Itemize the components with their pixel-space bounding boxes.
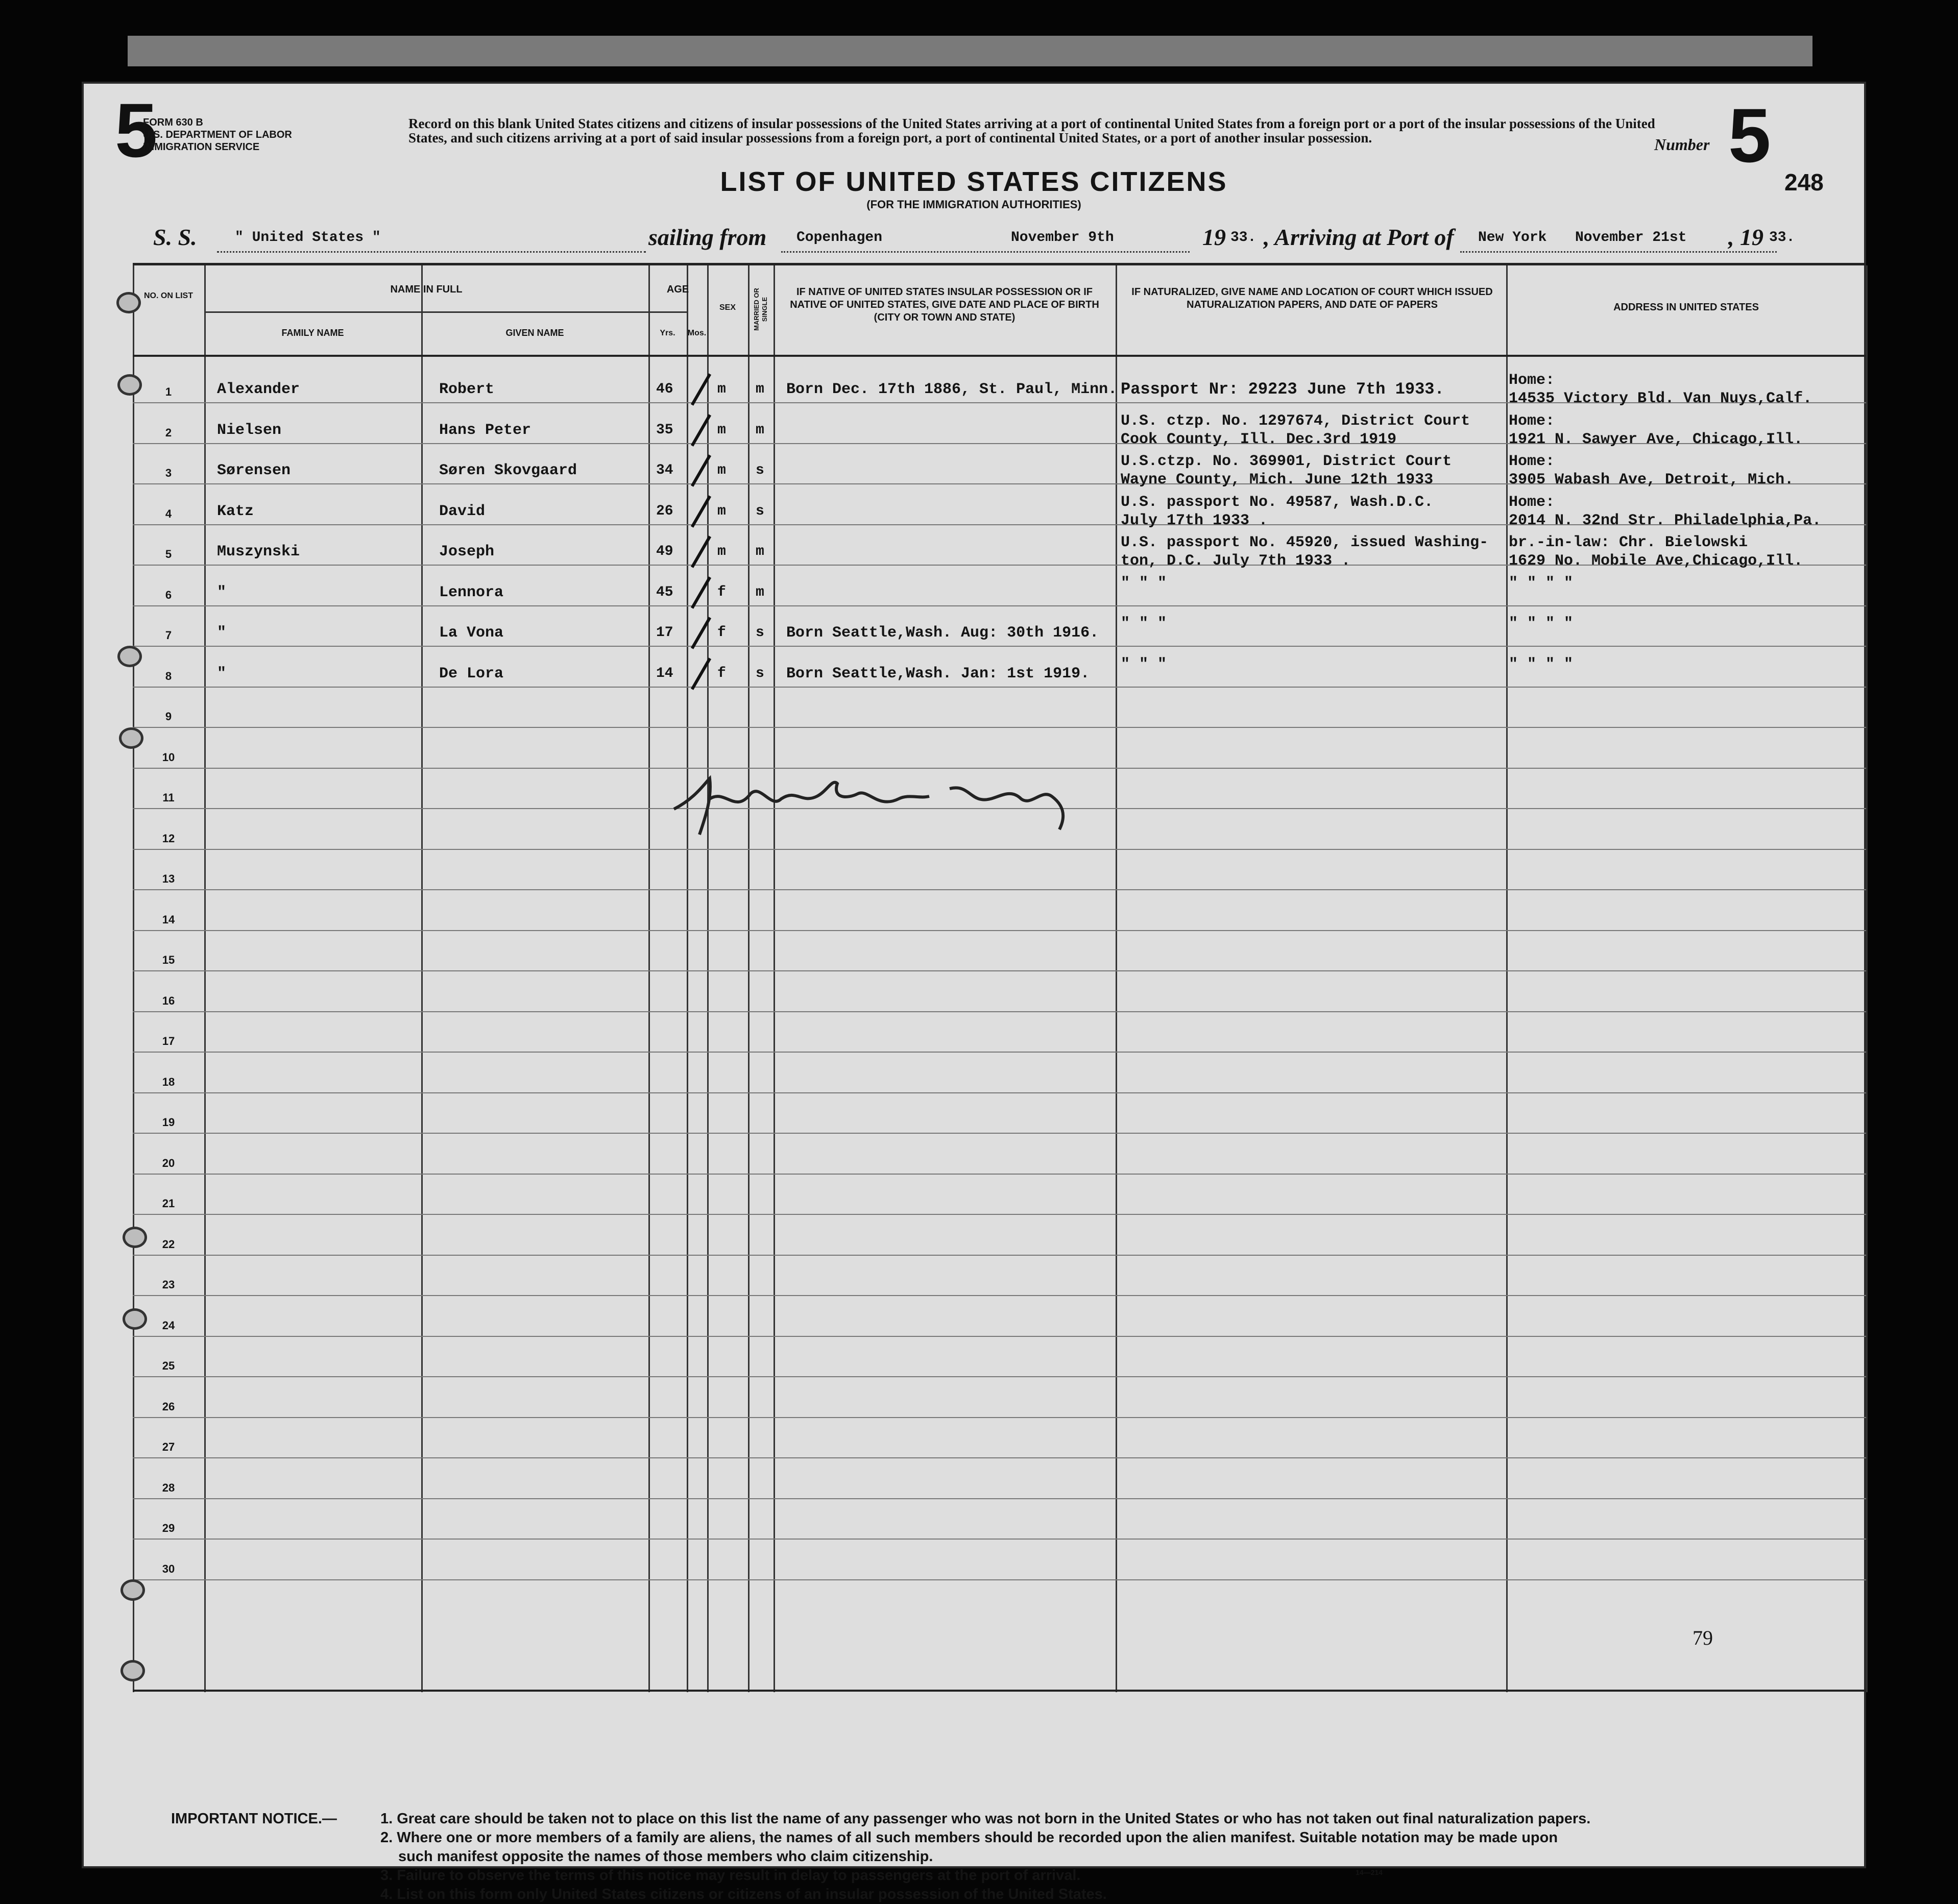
- family-name: Alexander: [217, 381, 300, 398]
- form-number: FORM 630 B: [143, 117, 203, 128]
- age-years: 14: [656, 665, 673, 681]
- sex: f: [717, 625, 726, 641]
- birth-place: Born Seattle,Wash. Jan: 1st 1919.: [786, 665, 1090, 682]
- marital-status: m: [756, 422, 764, 438]
- married-single-header: MARRIED OR SINGLE: [753, 288, 768, 331]
- row-number: 24: [162, 1319, 175, 1332]
- family-name-header: FAMILY NAME: [281, 328, 344, 338]
- address-line-1: Home:: [1509, 493, 1555, 511]
- address-line-1: Home:: [1509, 453, 1555, 470]
- age-years: 17: [656, 625, 673, 641]
- ship-name: " United States ": [235, 230, 381, 246]
- sex: m: [717, 462, 726, 478]
- family-name: Katz: [217, 502, 254, 520]
- row-number: 26: [162, 1400, 175, 1413]
- family-name: ": [217, 583, 227, 601]
- binder-hole-icon: [119, 727, 143, 749]
- to-date: November 21st: [1575, 230, 1687, 246]
- form-code: 14—214: [1356, 1868, 1383, 1876]
- row-number: 8: [165, 669, 172, 682]
- family-name: ": [217, 665, 227, 682]
- naturalization-line-1: U.S.ctzp. No. 369901, District Court: [1121, 453, 1452, 470]
- sex: f: [717, 665, 726, 681]
- page-tab-strip: [128, 36, 1812, 66]
- row-number: 5: [165, 548, 172, 560]
- page-number: 248: [1784, 169, 1824, 196]
- address-line-1: " " " ": [1509, 655, 1574, 673]
- row-rule: [133, 1052, 1866, 1053]
- binder-hole-icon: [116, 292, 141, 313]
- row-rule: [133, 727, 1866, 728]
- row-rule: [133, 1295, 1866, 1296]
- given-name: Joseph: [439, 543, 495, 560]
- row-rule: [133, 1498, 1866, 1499]
- row-number: 18: [162, 1075, 175, 1088]
- signature: [664, 768, 1093, 840]
- age-years: 46: [656, 381, 673, 397]
- naturalization-line-1: " " ": [1121, 655, 1167, 673]
- notice-line-4: 3. Failure to observe the terms of this notice may result in delay to passengers at the port of arrival.: [380, 1867, 1081, 1884]
- passenger-table: [133, 263, 1866, 1692]
- arriving-label: , Arriving at Port of: [1264, 224, 1454, 250]
- family-name: ": [217, 624, 227, 642]
- notice-line-5: 4. List on this form only United States citizens or citizens of an insular possession of the United States.: [380, 1886, 1107, 1902]
- address-line-2: 14535 Victory Bld. Van Nuys,Calf.: [1509, 390, 1812, 407]
- birth-place: Born Dec. 17th 1886, St. Paul, Minn.: [786, 381, 1118, 398]
- page-title: LIST OF UNITED STATES CITIZENS: [720, 166, 1228, 197]
- row-number: 14: [162, 913, 175, 926]
- row-number: 23: [162, 1278, 175, 1291]
- sex: m: [717, 422, 726, 438]
- form-instructions: Record on this blank United States citizens and citizens of insular possessions of the United States arriving at a port of continental United States from a foreign port or a port of the insular possessions of the United States, and such citizens arriving at a port of said insular possessions from a foreign port, a port of continental United States, or a port of another insular possession.: [408, 116, 1655, 145]
- row-rule: [133, 930, 1866, 931]
- from-date: November 9th: [1011, 230, 1114, 246]
- given-name: Robert: [439, 381, 495, 398]
- given-name: Søren Skovgaard: [439, 462, 577, 479]
- row-number: 28: [162, 1481, 175, 1494]
- address-line-2: 3905 Wabash Ave, Detroit, Mich.: [1509, 471, 1794, 489]
- sex: m: [717, 544, 726, 559]
- mos-header: Mos.: [687, 329, 707, 337]
- row-number: 7: [165, 629, 172, 642]
- marital-status: s: [756, 462, 764, 478]
- from-line: [781, 251, 1190, 253]
- row-number: 21: [162, 1197, 175, 1210]
- given-name: De Lora: [439, 665, 504, 682]
- row-number: 3: [165, 467, 172, 479]
- row-number: 17: [162, 1035, 175, 1047]
- name-in-full-header: NAME IN FULL: [390, 284, 463, 295]
- age-years: 45: [656, 584, 673, 600]
- address-line-2: 1629 No. Mobile Ave,Chicago,Ill.: [1509, 552, 1803, 570]
- row-number: 13: [162, 872, 175, 885]
- given-name: David: [439, 502, 486, 520]
- sex: m: [717, 381, 726, 397]
- naturalization-line-1: " " ": [1121, 615, 1167, 632]
- binder-hole-icon: [123, 1227, 147, 1248]
- binder-hole-icon: [117, 374, 142, 396]
- sailing-label: sailing from: [648, 224, 767, 250]
- row-rule: [133, 1255, 1866, 1256]
- sex: m: [717, 503, 726, 519]
- row-number: 19: [162, 1116, 175, 1129]
- birth-header: IF NATIVE OF UNITED STATES INSULAR POSSESSION OR IF NATIVE OF UNITED STATES, GIVE DATE AND PLACE OF BIRTH (CITY OR TOWN AND STATE): [790, 286, 1099, 323]
- to-year-label: , 19: [1728, 224, 1763, 250]
- from-port: Copenhagen: [796, 230, 883, 246]
- row-rule: [133, 1174, 1866, 1175]
- form-identifier: [143, 116, 327, 153]
- row-rule: [133, 1011, 1866, 1012]
- marital-status: m: [756, 584, 764, 600]
- address-line-2: 1921 N. Sawyer Ave, Chicago,Ill.: [1509, 430, 1803, 448]
- sex-header: SEX: [719, 303, 736, 312]
- age-years: 35: [656, 422, 673, 438]
- no-on-list-header: NO. ON LIST: [144, 291, 193, 300]
- notice-heading: IMPORTANT NOTICE.—: [171, 1811, 337, 1827]
- ss-label: S. S.: [153, 224, 197, 250]
- to-line: [1460, 251, 1777, 253]
- naturalization-line-1: U.S. passport No. 49587, Wash.D.C.: [1121, 493, 1434, 511]
- naturalization-line-1: U.S. ctzp. No. 1297674, District Court: [1121, 412, 1470, 430]
- naturalization-line-1: " " ": [1121, 574, 1167, 592]
- binder-hole-icon: [120, 1660, 145, 1681]
- given-name: Lennora: [439, 583, 504, 601]
- naturalization-line-2: July 17th 1933 .: [1121, 511, 1268, 529]
- row-number: 9: [165, 710, 172, 723]
- marital-status: m: [756, 381, 764, 397]
- ship-line: [217, 251, 646, 253]
- year-prefix: 19: [1202, 224, 1226, 250]
- naturalization-line-2: Wayne County, Mich. June 12th 1933: [1121, 471, 1434, 489]
- row-rule: [133, 849, 1866, 850]
- marital-status: s: [756, 503, 764, 519]
- address-line-1: br.-in-law: Chr. Bielowski: [1509, 534, 1748, 551]
- number-label: Number: [1654, 135, 1710, 154]
- row-rule: [133, 1579, 1866, 1580]
- row-rule: [133, 1092, 1866, 1093]
- marital-status: s: [756, 625, 764, 641]
- page-subtitle: (FOR THE IMMIGRATION AUTHORITIES): [866, 198, 1081, 211]
- address-line-1: Home:: [1509, 372, 1555, 389]
- to-year: 33.: [1769, 230, 1795, 246]
- manifest-sheet: [82, 82, 1866, 1902]
- naturalization-line-2: Cook County, Ill. Dec.3rd 1919: [1121, 430, 1397, 448]
- row-number: 1: [165, 385, 172, 398]
- row-number: 6: [165, 588, 172, 601]
- row-rule: [133, 970, 1866, 971]
- binder-hole-icon: [123, 1308, 147, 1330]
- corner-number: 5: [115, 87, 158, 173]
- binder-hole-icon: [120, 1579, 145, 1601]
- birth-place: Born Seattle,Wash. Aug: 30th 1916.: [786, 624, 1099, 642]
- row-number: 29: [162, 1522, 175, 1534]
- department-name: U.S. DEPARTMENT OF LABOR: [143, 129, 292, 140]
- notice-line-1: 1. Great care should be taken not to place on this list the name of any passenger who was not born in the United States or who has not taken out final naturalization papers.: [380, 1811, 1591, 1827]
- age-years: 49: [656, 544, 673, 559]
- row-rule: [133, 1376, 1866, 1377]
- address-header: ADDRESS IN UNITED STATES: [1613, 302, 1759, 313]
- row-rule: [133, 1417, 1866, 1418]
- service-name: IMMIGRATION SERVICE: [143, 141, 260, 153]
- to-port: New York: [1478, 230, 1547, 246]
- marital-status: s: [756, 665, 764, 681]
- given-name: La Vona: [439, 624, 504, 642]
- row-rule: [133, 1336, 1866, 1337]
- row-number: 15: [162, 954, 175, 966]
- age-header: AGE: [666, 284, 689, 295]
- row-rule: [133, 605, 1866, 606]
- row-number: 11: [162, 791, 175, 804]
- row-number: 10: [162, 750, 175, 764]
- row-number: 25: [162, 1359, 175, 1372]
- binder-hole-icon: [117, 646, 142, 667]
- naturalization-header: IF NATURALIZED, GIVE NAME AND LOCATION OF COURT WHICH ISSUED NATURALIZATION PAPERS, AND DATE OF PAPERS: [1131, 286, 1493, 310]
- naturalization-line-1: U.S. passport No. 45920, issued Washing-: [1121, 534, 1489, 551]
- row-number: 2: [165, 426, 172, 439]
- given-name: Hans Peter: [439, 421, 531, 439]
- row-number: 30: [162, 1562, 175, 1575]
- address-line-1: " " " ": [1509, 615, 1574, 632]
- age-years: 34: [656, 462, 673, 478]
- family-name: Nielsen: [217, 421, 282, 439]
- marital-status: m: [756, 544, 764, 559]
- yrs-header: Yrs.: [660, 329, 675, 337]
- row-rule: [133, 687, 1866, 688]
- sex: f: [717, 584, 726, 600]
- stamp-number: 79: [1693, 1626, 1713, 1649]
- naturalization-line-1: Passport Nr: 29223 June 7th 1933.: [1121, 380, 1444, 399]
- row-number: 16: [162, 994, 175, 1007]
- list-number: 5: [1728, 92, 1771, 178]
- row-number: 22: [162, 1237, 175, 1251]
- family-name: Sørensen: [217, 462, 291, 479]
- row-number: 12: [162, 832, 175, 845]
- row-rule: [133, 1214, 1866, 1215]
- row-rule: [133, 1539, 1866, 1540]
- row-rule: [133, 646, 1866, 647]
- row-number: 4: [165, 507, 172, 520]
- row-rule: [133, 889, 1866, 890]
- row-number: 20: [162, 1156, 175, 1169]
- notice-line-3: such manifest opposite the names of those members who claim citizenship.: [398, 1848, 933, 1865]
- row-rule: [133, 1457, 1866, 1458]
- row-number: 27: [162, 1441, 175, 1453]
- given-name-header: GIVEN NAME: [505, 328, 564, 338]
- from-year: 33.: [1230, 230, 1256, 246]
- family-name: Muszynski: [217, 543, 300, 560]
- row-rule: [133, 1133, 1866, 1134]
- naturalization-line-2: ton, D.C. July 7th 1933 .: [1121, 552, 1351, 570]
- age-years: 26: [656, 503, 673, 519]
- address-line-1: Home:: [1509, 412, 1555, 430]
- address-line-1: " " " ": [1509, 574, 1574, 592]
- address-line-2: 2014 N. 32nd Str. Philadelphia,Pa.: [1509, 511, 1822, 529]
- notice-line-2: 2. Where one or more members of a family are aliens, the names of all such members should be recorded upon the alien manifest. Suitable notation may be made upon: [380, 1829, 1558, 1846]
